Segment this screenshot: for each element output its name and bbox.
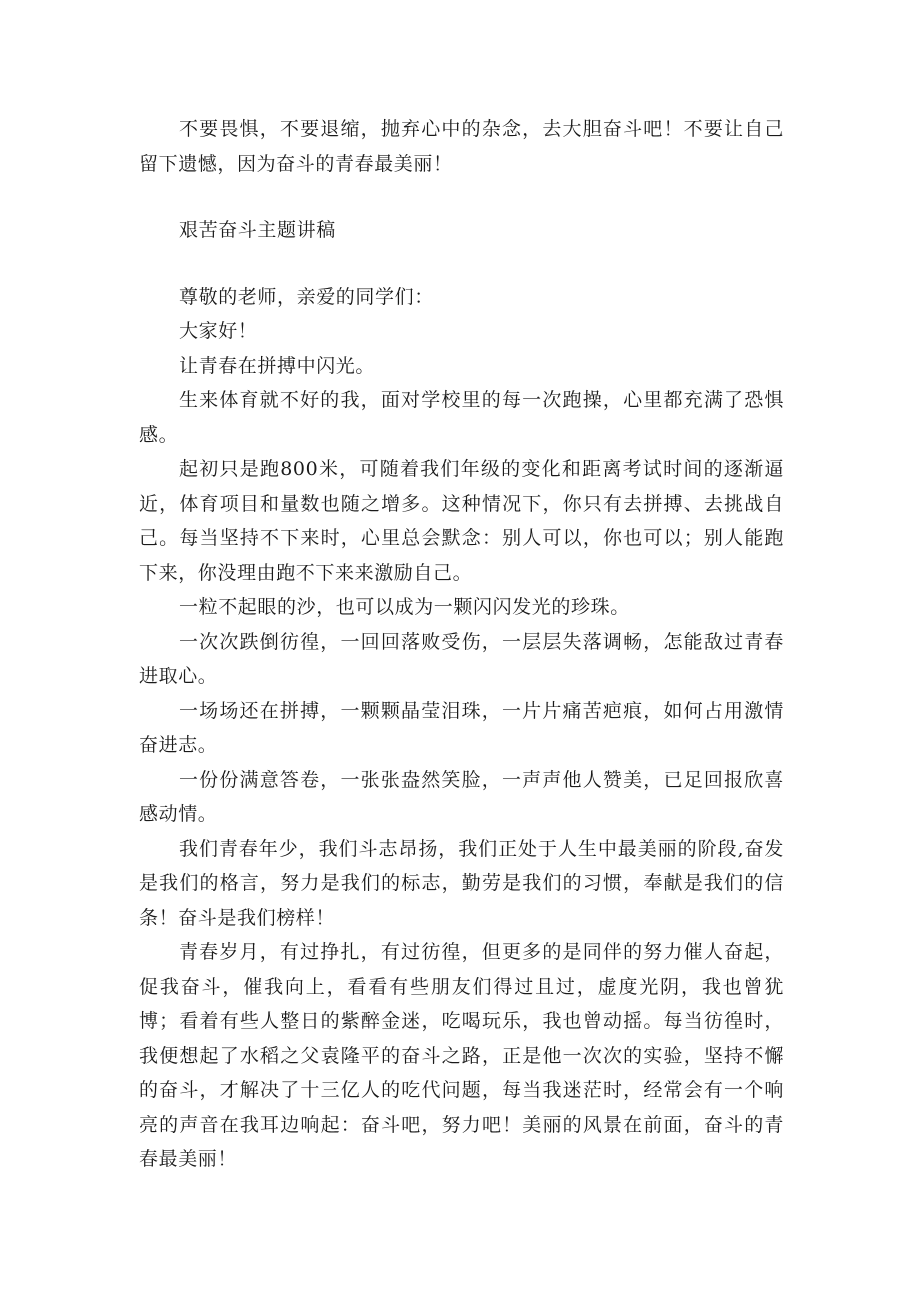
body-paragraph: 一次次跌倒彷徨，一回回落败受伤，一层层失落调畅，怎能敌过青春进取心。 xyxy=(139,630,784,687)
body-paragraph: 青春岁月，有过挣扎，有过彷徨，但更多的是同伴的努力催人奋起，促我奋斗，催我向上，看看有些朋友们得过且过，虚度光阴，我也曾犹博；看着有些人整日的紫醉金迷，吃喝玩乐，我也曾动摇。每当彷徨时，我便想起了水稻之父袁隆平的奋斗之路，正是他一次次的实验，坚持不懈的奋斗，才解决了十三亿人的吃代问题，每当我迷茫时，经常会有一个响亮的声音在我耳边响起：奋斗吧，努力吧！美丽的风景在前面，奋斗的青春最美丽！ xyxy=(139,941,784,1170)
body-paragraph: 我们青春年少，我们斗志昂扬，我们正处于人生中最美丽的阶段,奋发是我们的格言，努力是我们的标志，勤劳是我们的习惯，奉献是我们的信条！奋斗是我们榜样！ xyxy=(139,837,784,929)
intro-paragraph: 不要畏惧，不要退缩，抛弃心中的杂念，去大胆奋斗吧！不要让自己留下遗憾，因为奋斗的青春最美丽！ xyxy=(139,118,784,175)
spacer xyxy=(139,181,784,213)
body-paragraph: 一场场还在拼搏，一颗颗晶莹泪珠，一片片痛苦疤痕，如何占用激情奋进志。 xyxy=(139,699,784,756)
document-body xyxy=(139,112,784,1177)
body-paragraph: 一粒不起眼的沙，也可以成为一颗闪闪发光的珍珠。 xyxy=(179,596,630,618)
body-paragraph: 一份份满意答卷，一张张盎然笑脸，一声声他人赞美，已足回报欣喜感动情。 xyxy=(139,768,784,825)
speech-title: 艰苦奋斗主题讲稿 xyxy=(179,219,336,241)
salutation: 尊敬的老师，亲爱的同学们： xyxy=(179,285,434,308)
greeting: 大家好！ xyxy=(179,320,258,342)
body-paragraph: 起初只是跑800米，可随着我们年级的变化和距离考试时间的逐渐逼近，体育项目和量数也随之增多。这种情况下，你只有去拼搏、去挑战自己。每当坚持不下来时，心里总会默念：别人可以，你也可以；别人能跑下来，你没理由跑不下来来激励自己。 xyxy=(139,458,784,584)
body-paragraph: 生来体育就不好的我，面对学校里的每一次跑操，心里都充满了恐惧感。 xyxy=(139,389,784,446)
body-paragraph: 让青春在拼搏中闪光。 xyxy=(179,354,376,377)
spacer xyxy=(139,248,784,280)
